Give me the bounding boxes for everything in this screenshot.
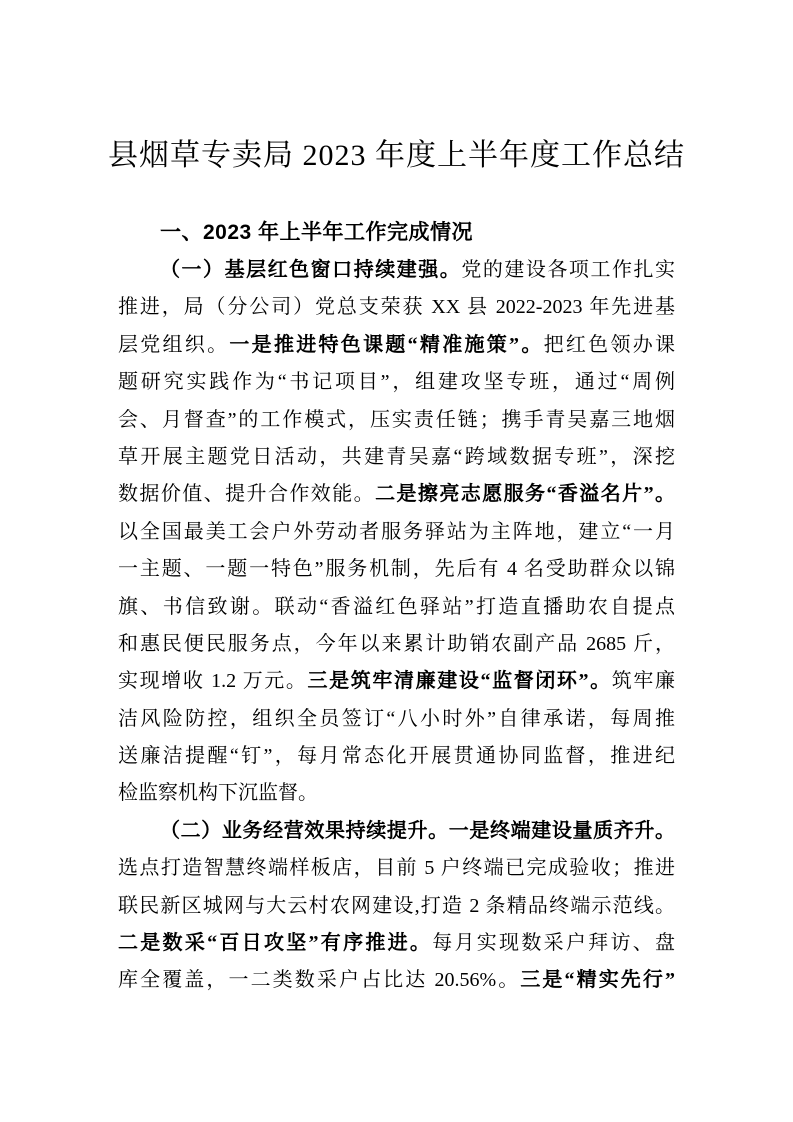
body-text: 旗、书信致谢。联动“香溢红色驿站”打造直播助农自提点 — [118, 595, 675, 618]
body-line — [118, 589, 675, 626]
body-line — [118, 551, 675, 588]
body-text: 检监察机构下沉监督。 — [118, 782, 318, 805]
body-text: 筑牢廉 — [611, 670, 675, 693]
body-line — [118, 925, 675, 962]
body-text: 会、月督查”的工作模式，压实责任链；携手青吴嘉三地烟 — [118, 408, 675, 431]
body-line — [118, 888, 675, 925]
body-text: 送廉洁提醒“钉”，每月常态化开展贯通协同监督，推进纪 — [118, 745, 675, 768]
body-line — [118, 476, 675, 513]
emphasis-text: （一）基层红色窗口持续建强。 — [160, 259, 462, 281]
body-line — [118, 364, 675, 401]
body-text: 洁风险防控，组织全员签订“八小时外”自律承诺，每周推 — [118, 707, 675, 730]
body-line — [118, 813, 675, 850]
document-title: 县烟草专卖局 2023 年度上半年度工作总结 — [108, 139, 685, 172]
body-text: 草开展主题党日活动，共建青吴嘉“跨域数据专班”，深挖 — [118, 445, 675, 468]
body-line — [118, 850, 675, 887]
body-text: 实现增收 1.2 万元。 — [118, 670, 308, 693]
body-line — [118, 738, 675, 775]
body-line — [118, 289, 675, 326]
body-text: 每月实现数采户拜访、盘 — [432, 932, 675, 955]
body-text: 题研究实践作为“书记项目”，组建攻坚专班，通过“周例 — [118, 371, 675, 394]
body-text: 层党组织。 — [118, 333, 230, 356]
body-line — [118, 252, 675, 289]
emphasis-text: 二是数采“百日攻坚”有序推进。 — [118, 932, 433, 955]
body-text: 以全国最美工会户外劳动者服务驿站为主阵地，建立“一月 — [118, 520, 675, 543]
body-line — [118, 327, 675, 364]
emphasis-text: 二是擦亮志愿服务“香溢名片”。 — [375, 483, 675, 506]
body-line — [118, 663, 675, 700]
body-line — [118, 626, 675, 663]
body-text: 一主题、一题一特色”服务机制，先后有 4 名受助群众以锦 — [118, 558, 675, 581]
body-text: 联民新区城网与大云村农网建设,打造 2 条精品终端示范线。 — [118, 894, 675, 917]
body-lines — [0, 252, 793, 1000]
body-text: 选点打造智慧终端样板店，目前 5 户终端已完成验收；推进 — [118, 857, 675, 880]
body-text: 数据价值、提升合作效能。 — [118, 483, 376, 506]
emphasis-text: 三是筑牢清廉建设“监督闭环”。 — [307, 670, 612, 693]
body-line — [118, 775, 675, 812]
emphasis-text: 一是推进特色课题“精准施策”。 — [229, 333, 544, 356]
body-text: 和惠民便民服务点，今年以来累计助销农副产品 2685 斤， — [118, 632, 675, 655]
emphasis-text: 三是“精实先行” — [520, 969, 675, 992]
body-text: 把红色领办课 — [543, 333, 675, 356]
emphasis-text: （二）业务经营效果持续提升。一是终端建设量质齐升。 — [160, 819, 675, 842]
body-text: 库全覆盖，一二类数采户占比达 20.56%。 — [118, 969, 521, 992]
body-text: 推进，局（分公司）党总支荣获 XX 县 2022-2023 年先进基 — [118, 296, 675, 319]
body-line — [118, 962, 675, 999]
body-line — [118, 514, 675, 551]
body-line — [118, 402, 675, 439]
body-line — [118, 701, 675, 738]
body-line — [118, 439, 675, 476]
section-heading: 一、2023 年上半年工作完成情况 — [160, 221, 474, 244]
body-text: 党的建设各项工作扎实 — [461, 259, 675, 281]
